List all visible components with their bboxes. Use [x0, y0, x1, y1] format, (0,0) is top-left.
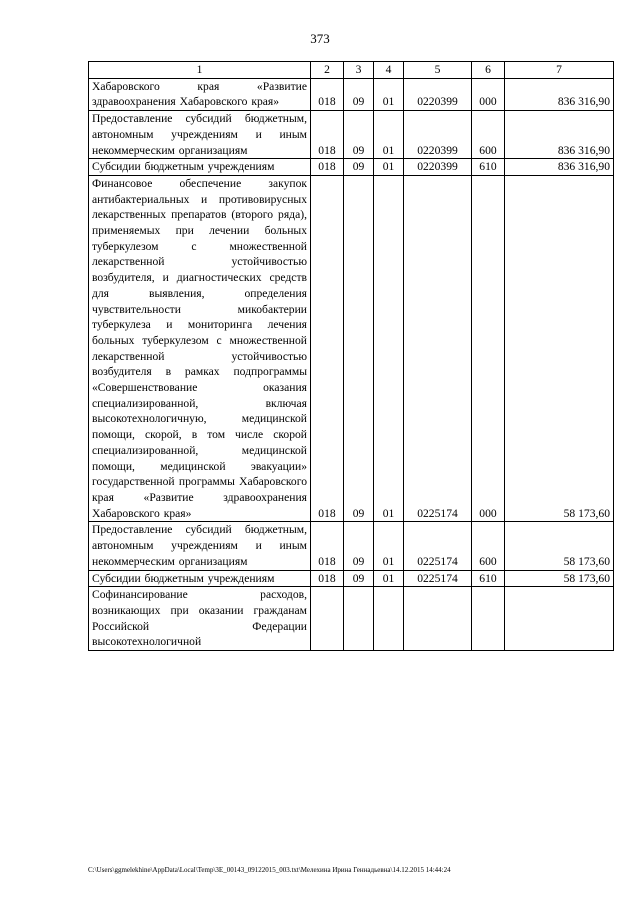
cell-amount: 836 316,90	[505, 78, 614, 110]
cell-expense-type: 000	[472, 78, 505, 110]
column-header: 3	[344, 62, 374, 79]
cell-amount: 836 316,90	[505, 159, 614, 176]
cell-section: 09	[344, 78, 374, 110]
column-header: 7	[505, 62, 614, 79]
cell-amount: 58 173,60	[505, 522, 614, 570]
cell-target-article: 0225174	[404, 175, 472, 521]
table-row	[89, 159, 614, 176]
cell-section	[344, 587, 374, 651]
cell-subsection: 01	[374, 111, 404, 159]
row-description: Предоставление субсидий бюджетным, автономным учреждениям и иным некоммерческим организациям	[89, 522, 311, 570]
row-description: Финансовое обеспечение закупок антибактериальных и противовирусных лекарственных препаратов (второго ряда), применяемых при лечении больных туберкулезом с множественной лекарственной устойчивостью возбудителя, и диагностических средств для выявления, определения чувствительности микобактерии туберкулеза и мониторинга лечения больных туберкулезом с множественной лекарственной устойчивостью возбудителя в рамках подпрограммы «Совершенствование оказания специализированной, включая высокотехнологичную, медицинской помощи, скорой, в том числе скорой специализированной, медицинской помощи, медицинской эвакуации» государственной программы Хабаровского края «Развитие здравоохранения Хабаровского края»	[89, 175, 311, 521]
cell-ministry-code: 018	[311, 78, 344, 110]
cell-section: 09	[344, 522, 374, 570]
cell-subsection	[374, 587, 404, 651]
cell-section: 09	[344, 111, 374, 159]
table-row	[89, 78, 614, 110]
row-description: Софинансирование расходов, возникающих при оказании гражданам Российской Федерации высокотехнологичной	[89, 587, 311, 651]
column-header: 4	[374, 62, 404, 79]
budget-table	[88, 61, 614, 651]
cell-amount: 836 316,90	[505, 111, 614, 159]
row-description: Субсидии бюджетным учреждениям	[89, 159, 311, 176]
cell-amount: 58 173,60	[505, 570, 614, 587]
cell-section: 09	[344, 159, 374, 176]
table-row	[89, 175, 614, 521]
table-row	[89, 111, 614, 159]
cell-amount	[505, 587, 614, 651]
row-description: Предоставление субсидий бюджетным, автономным учреждениям и иным некоммерческим организациям	[89, 111, 311, 159]
cell-expense-type: 600	[472, 522, 505, 570]
table-row	[89, 522, 614, 570]
cell-ministry-code: 018	[311, 111, 344, 159]
cell-expense-type: 600	[472, 111, 505, 159]
cell-target-article: 0220399	[404, 111, 472, 159]
cell-target-article	[404, 587, 472, 651]
cell-subsection: 01	[374, 175, 404, 521]
column-header: 2	[311, 62, 344, 79]
cell-expense-type: 000	[472, 175, 505, 521]
column-header: 5	[404, 62, 472, 79]
cell-target-article: 0225174	[404, 570, 472, 587]
cell-ministry-code	[311, 587, 344, 651]
cell-section: 09	[344, 175, 374, 521]
cell-subsection: 01	[374, 159, 404, 176]
cell-section: 09	[344, 570, 374, 587]
cell-expense-type: 610	[472, 570, 505, 587]
cell-ministry-code: 018	[311, 570, 344, 587]
cell-amount: 58 173,60	[505, 175, 614, 521]
cell-ministry-code: 018	[311, 175, 344, 521]
cell-target-article: 0225174	[404, 522, 472, 570]
document-footer-path: C:\Users\ggmelekhine\AppData\Local\Temp\3E_00143_09122015_003.txt\Мелехина Ирина Геннадьевна\14.12.2015 14:44:24	[88, 866, 451, 874]
cell-ministry-code: 018	[311, 159, 344, 176]
cell-ministry-code: 018	[311, 522, 344, 570]
table-row	[89, 570, 614, 587]
cell-expense-type	[472, 587, 505, 651]
table-header-row	[89, 62, 614, 79]
cell-expense-type: 610	[472, 159, 505, 176]
cell-subsection: 01	[374, 570, 404, 587]
table-row	[89, 587, 614, 651]
row-description: Хабаровского края «Развитие здравоохранения Хабаровского края»	[89, 78, 311, 110]
page-number: 373	[310, 31, 330, 46]
row-description: Субсидии бюджетным учреждениям	[89, 570, 311, 587]
cell-target-article: 0220399	[404, 159, 472, 176]
cell-subsection: 01	[374, 78, 404, 110]
column-header: 6	[472, 62, 505, 79]
column-header: 1	[89, 62, 311, 79]
cell-target-article: 0220399	[404, 78, 472, 110]
cell-subsection: 01	[374, 522, 404, 570]
